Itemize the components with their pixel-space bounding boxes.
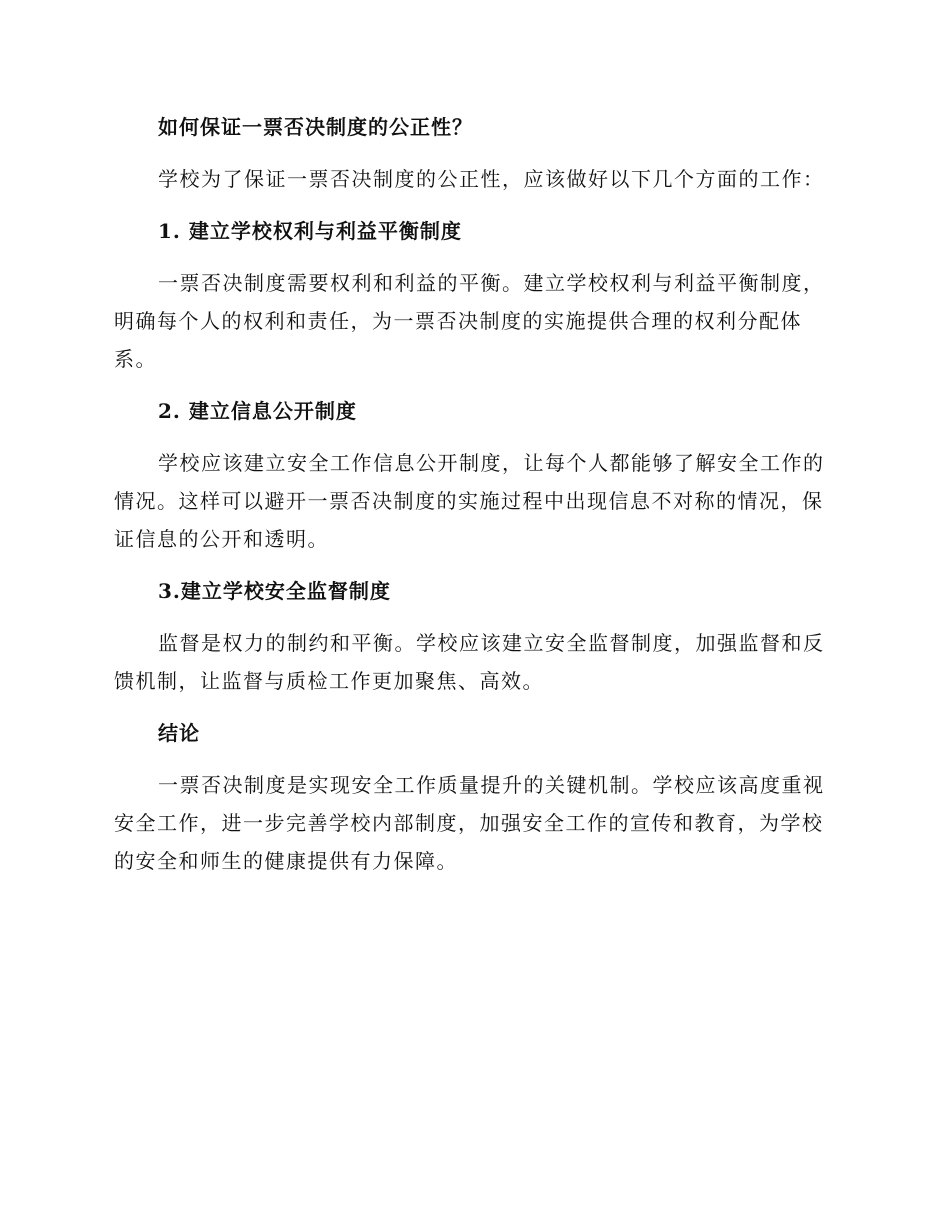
section-2-line-2: 情况。这样可以避开一票否决制度的实施过程中出现信息不对称的情况，保 [114,489,824,513]
section-3-line-2: 馈机制，让监督与质检工作更加聚焦、高效。 [114,669,544,693]
conclusion-line-2: 安全工作，进一步完善学校内部制度，加强安全工作的宣传和教育，为学校 [114,811,824,835]
conclusion-line-3: 的安全和师生的健康提供有力保障。 [114,849,458,873]
section-2-heading: 2. 建立信息公开制度 [158,399,357,423]
section-1-line-1: 一票否决制度需要权利和利益的平衡。建立学校权利与利益平衡制度， [158,271,825,295]
section-1-line-3: 系。 [114,347,157,371]
section-1-heading: 1. 建立学校权利与利益平衡制度 [158,219,462,243]
section-3-line-1: 监督是权力的制约和平衡。学校应该建立安全监督制度，加强监督和反 [158,631,825,655]
conclusion-heading: 结论 [158,721,200,745]
conclusion-line-1: 一票否决制度是实现安全工作质量提升的关键机制。学校应该高度重视 [158,773,825,797]
document-title: 如何保证一票否决制度的公正性？ [158,115,473,139]
section-2-line-3: 证信息的公开和透明。 [114,527,329,551]
section-1-line-2: 明确每个人的权利和责任，为一票否决制度的实施提供合理的权利分配体 [114,309,802,333]
intro-paragraph: 学校为了保证一票否决制度的公正性，应该做好以下几个方面的工作： [158,167,825,191]
section-3-heading: 3.建立学校安全监督制度 [158,579,391,603]
section-2-line-1: 学校应该建立安全工作信息公开制度，让每个人都能够了解安全工作的 [158,451,825,475]
